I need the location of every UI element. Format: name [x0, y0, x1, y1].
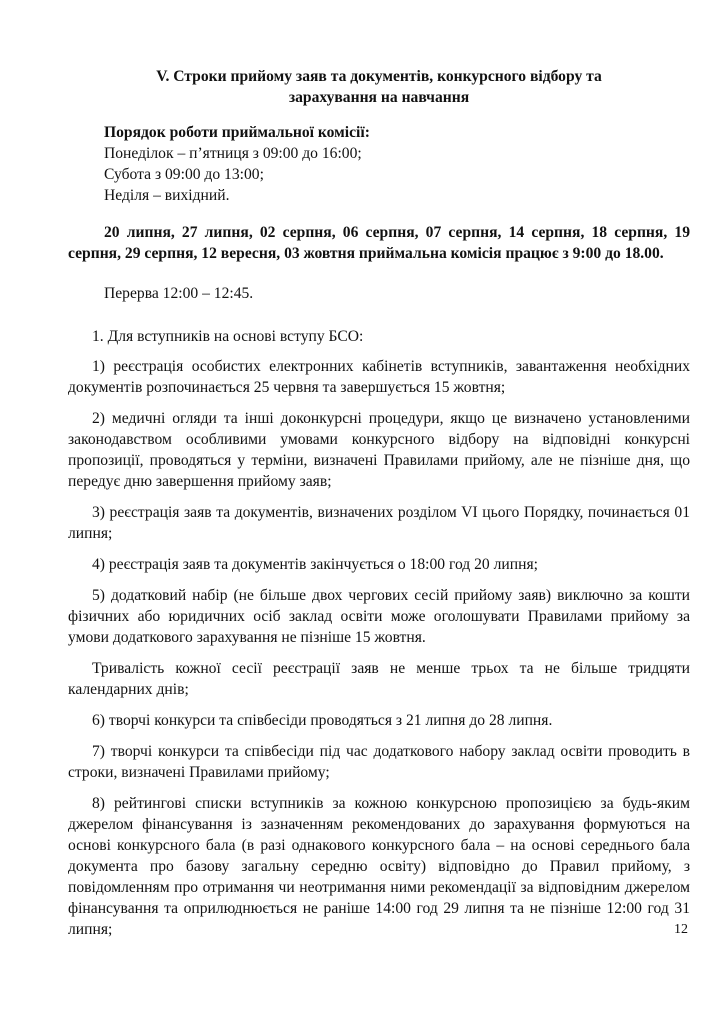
- hours-sunday: Неділя – вихідний.: [104, 187, 230, 204]
- bso-heading: 1. Для вступників на основі вступу БСО:: [92, 328, 364, 345]
- document-page: [68, 66, 690, 940]
- list-item: 4) реєстрація заяв та документів закінчується о 18:00 год 20 липня;: [92, 556, 538, 573]
- list-item: 8) рейтингові списки вступників за кожною конкурсною пропозицією за будь-яким джерелом фінансування із зазначенням рекомендованих до зарахування формуються на основі конкурсного бала (в разі однакового конкурсного бала – на основі середнього бала документа про базову загальну середню освіту) відповідно до Правил прийому, з повідомленням про отримання чи неотримання ними рекомендації за відповідним джерелом фінансування та оприлюднюється не раніше 14:00 год 29 липня та не пізніше 12:00 год 31 липня;: [68, 795, 690, 938]
- list-item: 6) творчі конкурси та співбесіди проводяться з 21 липня до 28 липня.: [92, 712, 553, 729]
- section-title-line-2: зарахування на навчання: [288, 89, 470, 106]
- hours-saturday: Субота з 09:00 до 13:00;: [104, 166, 264, 183]
- list-item: 5) додатковий набір (не більше двох чергових сесій прийому заяв) виключно за кошти фізичних або юридичних осіб заклад освіти може оголошувати Правилами прийому за умови додаткового зарахування не пізніше 15 жовтня.: [68, 587, 690, 646]
- list-item: 7) творчі конкурси та співбесіди під час додаткового набору заклад освіти проводить в строки, визначені Правилами прийому;: [68, 743, 690, 781]
- list-item: 3) реєстрація заяв та документів, визначених розділом VI цього Порядку, починається 01 липня;: [68, 504, 690, 542]
- admission-hours-heading: Порядок роботи приймальної комісії:: [104, 124, 370, 141]
- special-dates-paragraph: 20 липня, 27 липня, 02 серпня, 06 серпня, 07 серпня, 14 серпня, 18 серпня, 19 серпня, 29 серпня, 12 вересня, 03 жовтня приймальна комісія працює з 9:00 до 18.00.: [68, 224, 690, 262]
- admission-hours: [68, 122, 690, 206]
- break-time: Перерва 12:00 – 12:45.: [104, 285, 254, 302]
- list-item: 1) реєстрація особистих електронних кабінетів вступників, завантаження необхідних документів розпочинається 25 червня та завершується 15 жовтня;: [68, 358, 690, 396]
- list-item: Тривалість кожної сесії реєстрації заяв не менше трьох та не більше тридцяти календарних днів;: [68, 660, 690, 698]
- hours-weekdays: Понеділок – п’ятниця з 09:00 до 16:00;: [104, 145, 362, 162]
- section-title-line-1: V. Строки прийому заяв та документів, конкурсного відбору та: [156, 68, 602, 85]
- page-number: 12: [674, 922, 688, 937]
- list-item: 2) медичні огляди та інші доконкурсні процедури, якщо це визначено установленими законодавством особливими умовами конкурсного відбору на відповідні конкурсні пропозиції, проводяться у терміни, визначені Правилами прийому, але не пізніше дня, що передує дню завершення прийому заяв;: [68, 410, 690, 490]
- section-title: [68, 66, 690, 108]
